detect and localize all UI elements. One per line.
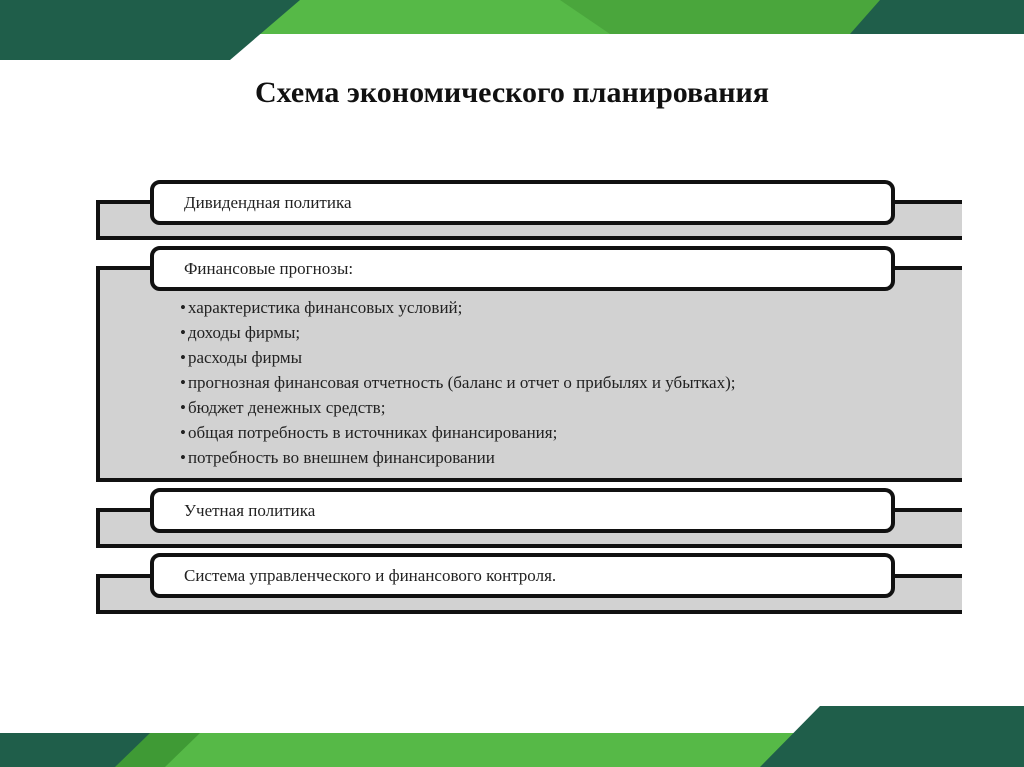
block-header-accounting	[150, 488, 895, 533]
bottom-decor-band	[0, 706, 1024, 767]
block-title-control: Система управленческого и финансового контроля.	[184, 565, 557, 585]
block-header-control	[150, 553, 895, 598]
block-title-dividend: Дивидендная политика	[184, 192, 352, 212]
block-header-forecasts	[150, 246, 895, 291]
forecast-items-list	[180, 295, 735, 470]
list-item: • прогнозная финансовая отчетность (баланс и отчет о прибылях и убытках);	[180, 370, 735, 395]
list-item: • бюджет денежных средств;	[180, 395, 735, 420]
block-title-forecasts: Финансовые прогнозы:	[184, 258, 354, 278]
list-item: • доходы фирмы;	[180, 320, 735, 345]
block-title-accounting: Учетная политика	[184, 500, 316, 520]
slide-title: Схема экономического планирования	[254, 76, 770, 109]
list-item: • расходы фирмы	[180, 345, 735, 370]
top-decor-band	[0, 0, 1024, 60]
list-item: • общая потребность в источниках финансирования;	[180, 420, 735, 445]
block-header-dividend	[150, 180, 895, 225]
list-item: • характеристика финансовых условий;	[180, 295, 735, 320]
list-item: • потребность во внешнем финансировании	[180, 445, 735, 470]
